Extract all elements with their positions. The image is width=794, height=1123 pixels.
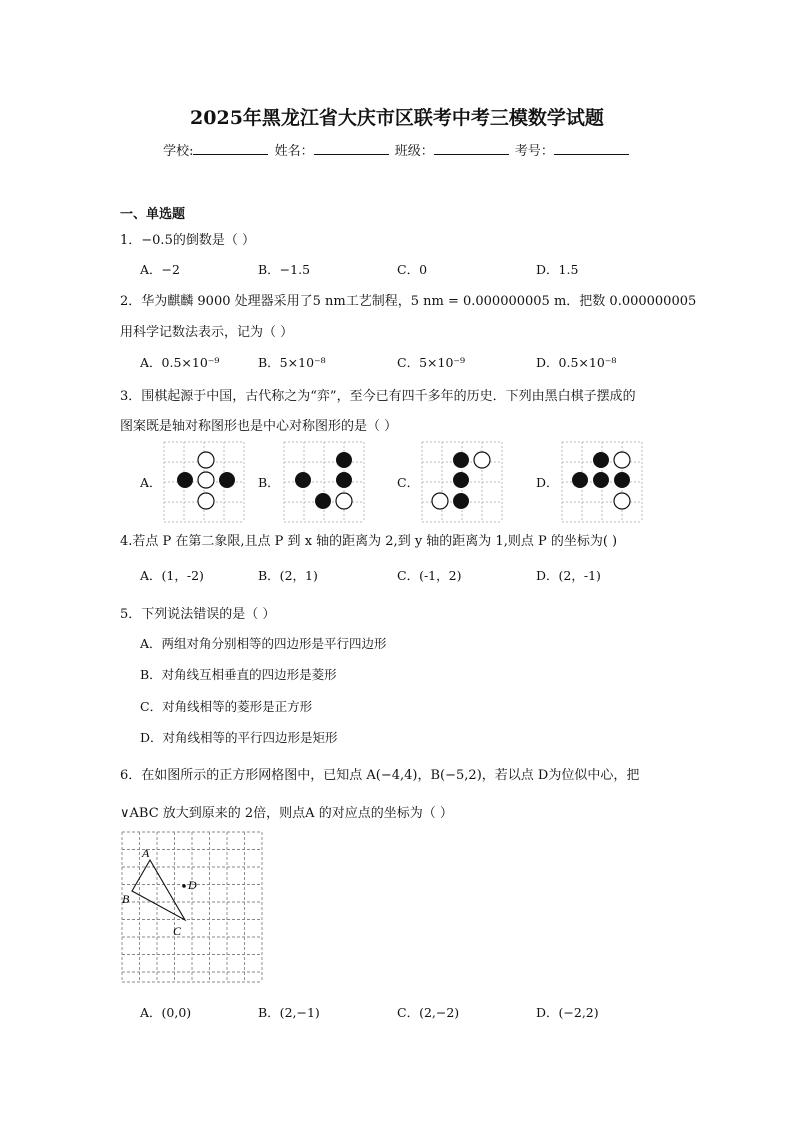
question-2-stem-line2: 用科学记数法表示，记为（ ） [120,325,294,340]
stone-black [572,472,588,488]
student-info-line [0,140,794,159]
section-heading: 一、单选题 [120,207,186,222]
class-blank[interactable] [434,142,509,155]
stone-black [315,493,331,509]
exam-no-label: 考号： [514,144,554,159]
q3-option-a-letter: A． [140,475,162,490]
page-title: 2025年黑龙江省大庆市区联考中考三模数学试题 [190,107,604,129]
question-5-stem: 5．下列说法错误的是（ ） [120,607,276,622]
stone-black [593,472,609,488]
exam-no-blank[interactable] [554,142,629,155]
q5-option-a: A．两组对角分别相等的四边形是平行四边形 [140,636,387,651]
q2-option-d: D．0.5×10⁻⁸ [536,355,617,370]
school-blank[interactable] [193,142,268,155]
q6-option-a: A．(0,0) [140,1005,192,1020]
question-3-stem-line2: 图案既是轴对称图形也是中心对称图形的是（ ） [120,419,398,434]
q1-option-a: A．−2 [140,262,180,277]
stone-black [453,472,469,488]
stone-white [614,452,630,468]
q6-option-c: C．(2,−2) [397,1005,460,1020]
label-d: D [188,878,197,892]
q1-option-b: B．−1.5 [258,262,311,277]
q1-option-c: C．0 [397,262,428,277]
q3-option-c-letter: C． [397,475,420,490]
stone-black [295,472,311,488]
question-2-stem-line1: 2．华为麒麟 9000 处理器采用了5 nm工艺制程，5 nm = 0.000000005 m．把数 0.000000005 [120,294,697,309]
q5-option-d: D．对角线相等的平行四边形是矩形 [140,730,338,745]
school-label: 学校: [163,144,194,159]
q4-option-c: C．(-1，2) [397,568,462,583]
q2-option-a: A．0.5×10⁻⁹ [140,355,220,370]
label-a: A [142,846,150,860]
stone-black [593,452,609,468]
q3-option-c-figure [420,440,504,524]
stone-white [198,452,214,468]
label-b: B [122,892,130,906]
name-blank[interactable] [314,142,389,155]
q6-option-d: D．(−2,2) [536,1005,599,1020]
stone-black [336,472,352,488]
q3-option-d-letter: D． [536,475,559,490]
stone-black [336,452,352,468]
stone-black [453,493,469,509]
question-4-stem: 4.若点 P 在第二象限,且点 P 到 x 轴的距离为 2,到 y 轴的距离为 1,则点 P 的坐标为( ) [120,534,618,549]
stone-white [336,493,352,509]
stone-white [614,493,630,509]
stone-black [453,452,469,468]
q3-option-b-figure [282,440,366,524]
q4-option-b: B．(2，1) [258,568,318,583]
question-1-stem: 1．−0.5的倒数是（ ） [120,233,255,248]
stone-black [614,472,630,488]
q6-option-b: B．(2,−1) [258,1005,320,1020]
q5-option-b: B．对角线互相垂直的四边形是菱形 [140,667,337,682]
label-c: C [173,924,182,938]
stone-white [432,493,448,509]
q6-grid-figure [118,828,268,986]
question-6-stem-line1: 6．在如图所示的正方形网格图中，已知点 A(−4,4)，B(−5,2)，若以点 D为位似中心，把 [120,768,640,783]
stone-black [177,472,193,488]
q4-option-a: A．(1，-2) [140,568,204,583]
q4-option-d: D．(2，-1) [536,568,601,583]
stone-white [198,472,214,488]
question-6-stem-line2: ∨ABC 放大到原来的 2倍，则点A 的对应点的坐标为（ ） [120,806,453,821]
q3-option-a-figure [162,440,246,524]
point-d [182,884,186,888]
q3-option-d-figure [560,440,644,524]
stone-white [474,452,490,468]
q5-option-c: C．对角线相等的菱形是正方形 [140,699,313,714]
q3-option-b-letter: B． [258,475,280,490]
q2-option-c: C．5×10⁻⁹ [397,355,466,370]
q2-option-b: B．5×10⁻⁸ [258,355,326,370]
stone-white [198,493,214,509]
q1-option-d: D．1.5 [536,262,579,277]
question-3-stem-line1: 3．围棋起源于中国，古代称之为“弈”，至今已有四千多年的历史．下列由黑白棋子摆成的 [120,389,636,404]
stone-black [219,472,235,488]
class-label: 班级： [394,144,434,159]
name-label: 姓名： [274,144,314,159]
